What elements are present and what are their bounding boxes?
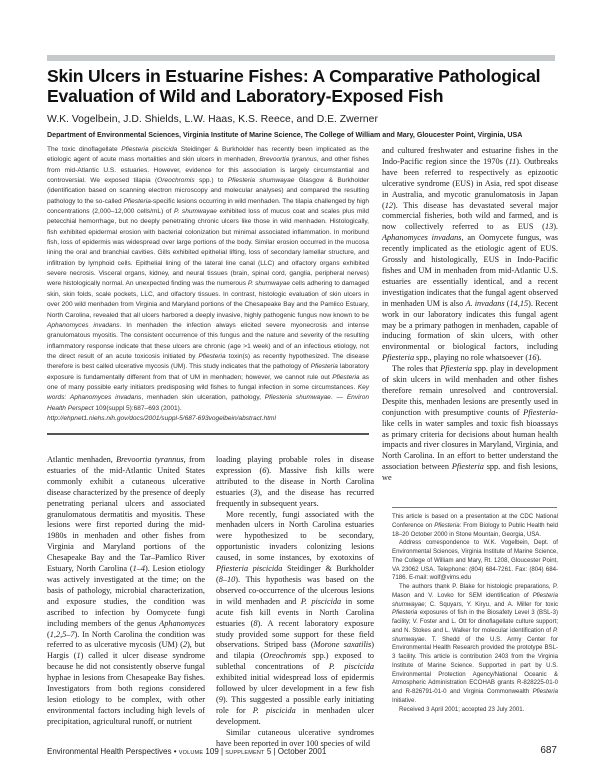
paragraph: and cultured freshwater and estuarine fishes in the Indo-Pacific region since the 1970s (11). Outbreaks have been referred to respectively as epizootic ulcerative syndrome (EUS) in Asia, red spot disease in Australia, and mycotic granulomatosis in Japan (12). This disease has devastated several major commercial fisheries, both wild and farmed, and is now collectively referred to as EUS (13). Aphanomyces invadans, an Oomycete fungus, was recently implicated as the etiologic agent of EUS. Grossly and histologically, EUS in Indo-Pacific fishes and UM in menhaden from mid-Atlantic U.S. estuaries are essentially identical, and a recent investigation indicates that the fungal agent observed in menhaden UM is also A. invadans (14,15). Recent work in our laboratory indicates this fungal agent may be a primary pathogen in menhaden, capable of inducing formation of skin ulcers, with other environmental or biological factors, including Pfiesteria spp., playing no role whatsoever (16). <box>382 146 559 363</box>
footnote-presentation: This article is based on a presentation at the CDC National Conference on Pfiesteria: From Biology to Public Health held 18–20 October 2000 in Stone Mountain, Georgia, USA. <box>392 513 558 538</box>
reference-link[interactable]: 11 <box>508 156 517 166</box>
keywords-label: Key words: <box>47 383 369 402</box>
footnotes <box>392 513 558 714</box>
affiliation: Department of Environmental Sciences, Virginia Institute of Marine Science, The College of William and Mary, Gloucester Point, Virginia, USA <box>47 131 523 139</box>
reference-link[interactable]: 1–4 <box>132 564 146 574</box>
abstract-text: The toxic dinoflagellate Pfiesteria piscicida Steidinger & Burkholder has recently been implicated as the etiologic agent of acute mass mortalities and skin ulcers in menhaden, Brevoortia tyrannus, and other fishes from mid-Atlantic U.S. estuaries. However, evidence for this association is largely circumstantial and controversial. We exposed tilapia (Oreochromis spp.) to Pfiesteria shumwayae Glasgow & Burkholder (identification based on scanning electron microscopy and molecular analyses) and compared the resulting pathology to the so-called Pfiesteria-specific lesions occurring in wild menhaden. The tilapia challenged by high concentrations (2,000–12,000 cells/mL) of P. shumwayae exhibited loss of mucus coat and scales plus mild petecchial hemorrhage, but no deeply penetrating chronic ulcers like those in wild menhaden. Histologically, fish exhibited epidermal erosion with bacterial colonization but minimal associated inflammation. In moribund fish, loss of epidermis was widespread over large portions of the body. Similar erosion occurred in the mucosa lining the oral and branchial cavities. Gills exhibited epithelial lifting, loss of secondary lamellar structure, and infiltration by lymphoid cells. Epithelial lining of the lateral line canal (LLC) and olfactory organs exhibited severe necrosis. Visceral organs, kidney, and neural tissues (brain, spinal cord, ganglia, peripheral nerves) were histologically normal. An unexpected finding was the numerous P. shumwayae cells adhering to damaged skin, skin folds, scale pockets, LLC, and olfactory tissues. In contrast, histologic evaluation of skin ulcers in over 200 wild menhaden from Virginia and Maryland portions of the Chesapeake Bay and the Pamlico Estuary, North Carolina, revealed that all ulcers harbored a deeply invasive, highly pathogenic fungus now known to be Aphanomyces invadans. In menhaden the infection always elicited severe myonecrosis and intense granulomatous myositis. The consistent occurrence of this fungus and the nature and severity of the resulting inflammatory response indicate that these ulcers are chronic (age >1 week) and of an infectious etiology, not the direct result of an acute toxicosis initiated by Pfiesteria toxin(s) as recently hypothesized. The disease therefore is best called ulcerative mycosis (UM). This study indicates that the pathology of Pfiesteria laboratory exposure is fundamentally different from that of UM in menhaden; however, we cannot rule out Pfiesteria as one of many possible early initiators predisposing wild fishes to fungal infection in some circumstances. Key words: Aphanomyces invadans, menhaden skin ulceration, pathology, Pfiesteria shumwayae. — Environ Health Perspect 109(suppl 5):687–693 (2001). <box>47 146 370 412</box>
bullet-separator: • <box>171 747 179 756</box>
reference-link[interactable]: 12 <box>384 200 393 210</box>
intro-right-column <box>382 146 558 484</box>
reference-link[interactable]: 16 <box>528 353 537 363</box>
reference-link[interactable]: 6 <box>262 465 267 475</box>
paragraph: loading playing probable roles in disease expression (6). Massive fish kills were attributed to the disease in North Carolina estuaries (3), and the disease has recurred frequently in subsequent years. <box>216 455 374 508</box>
paragraph: The roles that Pfiesteria spp. play in development of skin ulcers in wild menhaden and other fishes therefore remain unresolved and controversial. Despite this, menhaden lesions are presently used in conjunction with presumptive counts of Pfiesteria-like cells in water samples and toxic fish bioassays as primary criteria for decisions about human health impacts and river closures in Maryland, Virginia, and North Carolina. In an effort to better understand the association between Pfiesteria spp. and fish lesions, we <box>382 364 558 483</box>
paragraph: More recently, fungi associated with the menhaden ulcers in North Carolina estuaries were hypothesized to be secondary, opportunistic invaders colonizing lesions caused, in some instances, by exotoxins of Pfiesteria piscicida Steidinger & Burkholder (8–10). This hypothesis was based on the observed co-occurrence of the ulcerous lesions in wild menhaden and P. piscicida in some acute fish kill events in North Carolina estuaries (8). A recent laboratory exposure study provided some support for these field observations. Striped bass (Morone saxatilis) and tilapia (Oreochromis spp.) exposed to sublethal concentrations of P. piscicida exhibited initial widespread loss of epidermis followed by ulcer development in a few fish (9). This suggested a possible early initiating role for P. piscicida in menhaden ulcer development. <box>216 509 375 726</box>
reference-link[interactable]: 3 <box>253 487 258 497</box>
header-rule <box>47 55 555 61</box>
paragraph: Atlantic menhaden, Brevoortia tyrannus, from estuaries of the mid-Atlantic United States commonly exhibit a cutaneous ulcerative disease characterized by the presence of deeply penetrating perianal ulcers and associated granulomatous dermatitis and myositis. These lesions were first reported during the mid-1980s in menhaden and other fishes from Virginia and Maryland portions of the Chesapeake Bay and the Tar–Pamlico River Estuary, North Carolina (1–4). Lesion etiology was actively investigated at the time; on the basis of pathology, microbial characterization, and exposure studies, the condition was ascribed to infection by Oomycete fungi including members of the genus Aphanomyces (1,2,5–7). In North Carolina the condition was referred to as ulcerative mycosis (UM) (2), but Hargis (1) called it ulcer disease syndrome because he did not consistently observe fungal hyphae in lesions from Chesapeake Bay fishes. Investigators from both regions considered lesion etiology to be complex, with other environmental factors including high levels of precipitation, agricultural runoff, or nutrient <box>47 455 206 726</box>
abstract-rule <box>47 433 369 435</box>
reference-link[interactable]: 1,2,5–7 <box>49 629 75 639</box>
reference-link[interactable]: 8–10 <box>218 574 236 584</box>
reference-link[interactable]: 14,15 <box>509 298 529 308</box>
footnote-received: Received 3 April 2001; accepted 23 July 2001. <box>399 705 525 713</box>
journal-name: Environmental Health Perspectives <box>47 747 172 756</box>
reference-link[interactable]: 9 <box>218 694 223 704</box>
footnote-correspondence: Address correspondence to W.K. Vogelbein, Dept. of Environmental Sciences, Virginia Institute of Marine Science, The College of William and Mary, Rt. 1208, Gloucester Point, VA 23062 USA. Telephone: (804) 684-7261. Fax: (804) 684-7186. E-mail: wolf@vims.edu <box>392 539 558 582</box>
abstract-url-link[interactable]: http://ehpnet1.niehs.nih.gov/docs/2001/suppl-5/687-693vogelbein/abstract.html <box>47 414 276 422</box>
reference-link[interactable]: 1 <box>76 651 81 661</box>
paragraph: Similar cutaneous ulcerative syndromes have been reported in over 100 species of wild <box>216 727 374 748</box>
body-column-2 <box>216 455 374 749</box>
footnote-acknowledgments: The authors thank P. Blake for histologic preparations, P. Mason and V. Lovko for SEM identification of Pfiesteria shumwayae; C. Squyars, Y. Kiryu, and A. Miller for toxic Pfiesteria exposures of fish in the Biosafety Level 3 (BSL-3) facility; V. Foster and L. Ott for dinoflagellate culture support; and N. Stokes and L. Walker for molecular identification of P. shumwayae. T. Shedd of the U.S. Army Center for Environmental Health Research provided the prototype BSL-3 facility. This article is contribution 2403 from the Virginia Institute of Marine Science. Supported in part by U.S. Environmental Protection Agency/National Oceanic & Atmospheric Administration ECOHAB grants R-828225-01-0 and R-826791-01-0 and Virginia Commonwealth Pfiesteria Initiative. <box>392 583 558 704</box>
page-number: 687 <box>540 745 557 756</box>
reference-link[interactable]: 13 <box>544 222 554 232</box>
reference-link[interactable]: 8 <box>253 618 258 628</box>
abstract <box>47 145 369 424</box>
article-title: Skin Ulcers in Estuarine Fishes: A Comparative Pathological Evaluation of Wild and Laboratory-Exposed Fish <box>47 66 541 106</box>
footnote-rule <box>392 507 557 508</box>
journal-citation: Environ Health Perspect <box>47 394 370 412</box>
body-column-1 <box>47 455 205 728</box>
reference-link[interactable]: 2 <box>182 640 188 650</box>
author-list: W.K. Vogelbein, J.D. Shields, L.W. Haas, K.S. Reece, and D.E. Zwerner <box>47 114 378 125</box>
footer-journal-info: Environmental Health Perspectives • VOLUME 109 | SUPPLEMENT 5 | October 2001 <box>47 747 327 756</box>
page-footer <box>47 745 557 759</box>
